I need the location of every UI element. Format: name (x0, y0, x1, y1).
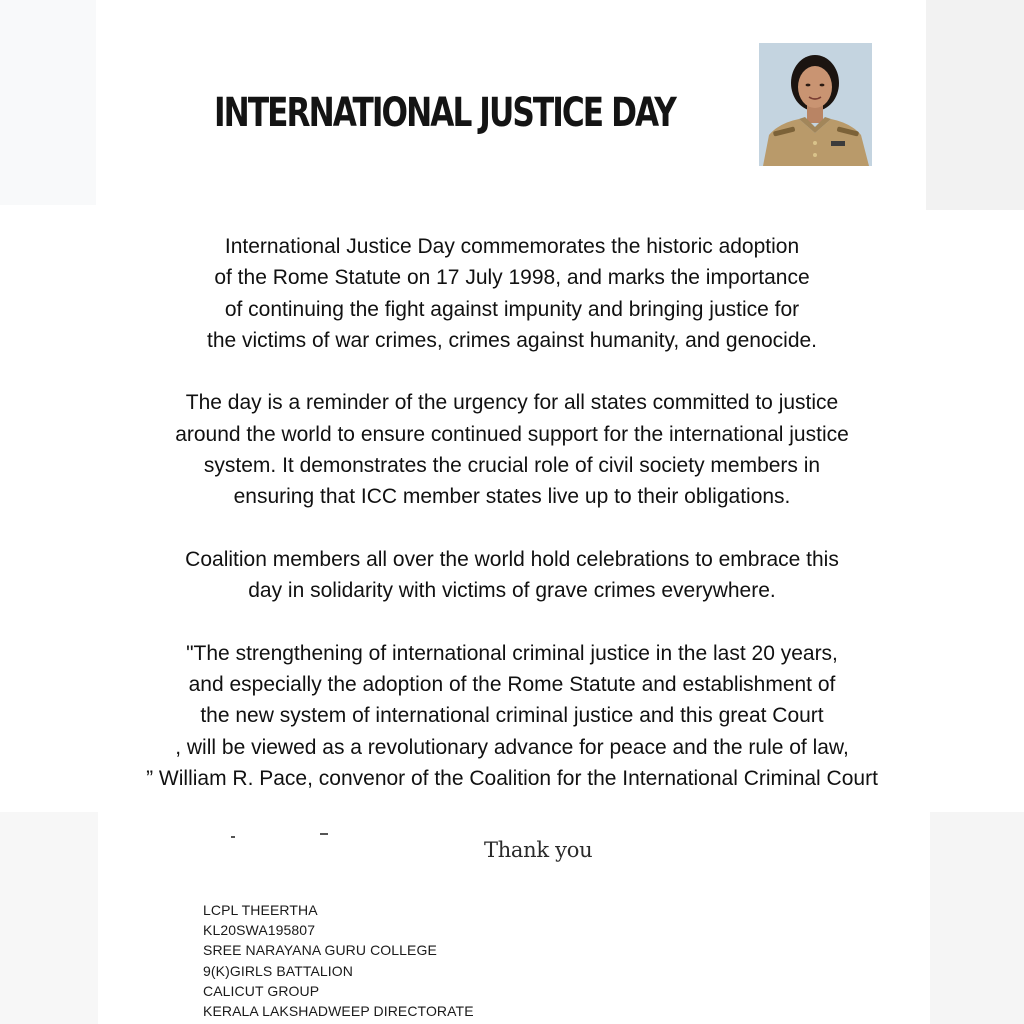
text-line: "The strengthening of international criminal justice in the last 20 years, (186, 641, 838, 665)
signature-regimental-number: KL20SWA195807 (203, 922, 316, 939)
signature-battalion: 9(K)GIRLS BATTALION (203, 962, 353, 979)
text-line: of the Rome Statute on 17 July 1998, and marks the importance (214, 266, 810, 290)
signature-group: CALICUT GROUP (203, 982, 320, 999)
background-panel (930, 812, 1024, 1024)
article-body (60, 231, 964, 794)
signature-college: SREE NARAYANA GURU COLLEGE (203, 942, 437, 959)
text-line: International Justice Day commemorates the historic adoption (224, 235, 800, 258)
scan-mark (231, 836, 235, 838)
paragraph (60, 544, 964, 607)
portrait-icon (759, 43, 872, 166)
paragraph (60, 387, 964, 512)
page-title: INTERNATIONAL JUSTICE DAY (214, 90, 675, 136)
text-line: Coalition members all over the world hold celebrations to embrace this (185, 547, 839, 571)
text-line: The day is a reminder of the urgency for all states committed to justice (185, 391, 839, 415)
text-line: day in solidarity with victims of grave crimes everywhere. (248, 579, 776, 603)
text-line: and especially the adoption of the Rome Statute and establishment of (188, 673, 836, 697)
signature-directorate: KERALA LAKSHADWEEP DIRECTORATE (203, 1003, 474, 1020)
signature-name: LCPL THEERTHA (203, 902, 318, 918)
scan-mark (320, 833, 328, 835)
text-line: ensuring that ICC member states live up to their obligations. (233, 485, 791, 509)
quote-paragraph (60, 638, 964, 794)
text-line: the victims of war crimes, crimes against humanity, and genocide. (206, 328, 818, 352)
text-line: , will be viewed as a revolutionary advance for peace and the rule of law, (175, 735, 849, 759)
text-line: system. It demonstrates the crucial role of civil society members in (203, 454, 821, 478)
text-line: of continuing the fight against impunity and bringing justice for (224, 297, 800, 321)
paragraph (60, 231, 964, 356)
signature-block (203, 900, 474, 1021)
background-panel (926, 0, 1024, 210)
text-line: around the world to ensure continued support for the international justice (175, 422, 849, 446)
cadet-portrait-photo (759, 43, 872, 166)
background-panel (0, 0, 96, 205)
text-line: ” William R. Pace, convenor of the Coalition for the International Criminal Court (146, 767, 878, 791)
text-line: the new system of international criminal justice and this great Court (200, 704, 824, 728)
thank-you-text: Thank you (484, 838, 593, 862)
background-panel (0, 812, 98, 1024)
